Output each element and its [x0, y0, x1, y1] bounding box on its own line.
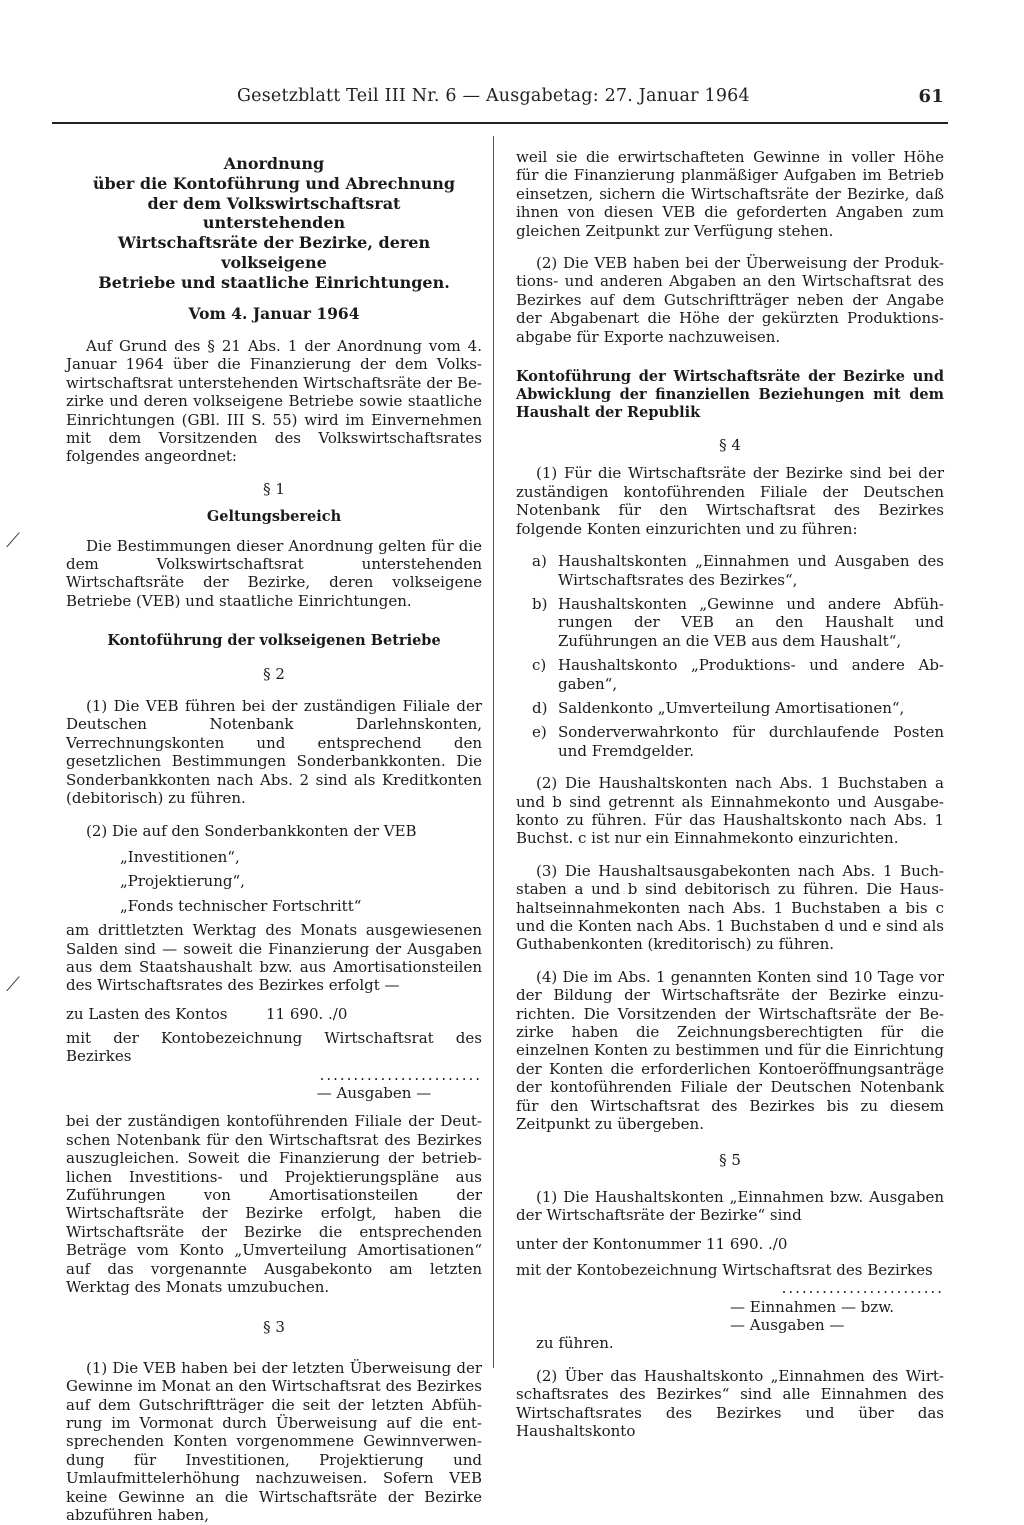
- section-4-para-4: (4) Die im Abs. 1 genannten Konten sind 10 Tage vor der Bildung der Wirtschaftsräte der Bezirke einzurichten. Die Vorsitzenden der Wirtschaftsräte der Bezirke haben die Zeichnungsberechtigten für die einzelnen Konten zu bestimmen und für die Einrichtung der Konten die erforderlichen Kontoeröffnungsanträge der kontoführenden Filiale der Deutschen Notenbank für den Wirtschaftsrat des Bezirkes bis zu diesem Zeitpunkt zu übergeben.: [516, 967, 944, 1134]
- list-item: [516, 699, 944, 717]
- section-2-para-2-cont: am drittletzten Werktag des Monats ausgewiesenen Salden sind — soweit die Finanzierung der Ausgaben aus dem Staatshaushalt bzw. aus Amortisationsteilen des Wirtschaftsrates des Bezirkes erfolgt —: [66, 921, 482, 995]
- section-2-para-1: (1) Die VEB führen bei der zuständigen Filiale der Deutschen Notenbank Darlehnskonten, Verrechnungskonten und entsprechend den gesetzlichen Bestimmungen Sonderbankkonten. Die Sonderbankkonten nach Abs. 2 sind als Kreditkonten (debitorisch) zu führen.: [66, 697, 482, 808]
- section-2-para-2-end: bei der zuständigen kontoführenden Filiale der Deutschen Notenbank für den Wirtschaftsrat des Bezirkes auszugleichen. Soweit die Finanzierung der betrieblichen Investitions- und Projektierungspläne aus Zuführungen von Amortisationsteilen der Wirtschaftsräte der Bezirke erfolgt, haben die Wirtschaftsräte der Bezirke die entsprechenden Beträge vom Konto „Umverteilung Amortisationen“ auf das vorgenannte Ausgabekonto am letzten Werktag des Monats umzubuchen.: [66, 1112, 482, 1297]
- income-label: — Einnahmen — bzw.: [730, 1297, 895, 1316]
- section-3-para-1: (1) Die VEB haben bei der letzten Überweisung der Gewinne im Monat an den Wirtschaftsrat des Bezirkes auf dem Gutschriftträger die seit der letzten Abführung im Vormonat durch Überweisung auf die entsprechenden Konten vorgenommene Gewinnverwendung für Investitionen, Projektierung und Umlaufmittelerhöhung nachzuweisen. Sofern VEB keine Gewinne an die Wirtschaftsräte der Bezirke abzuführen haben,: [66, 1358, 482, 1525]
- section-1-text: Die Bestimmungen dieser Anordnung gelten für die dem Volkswirtschaftsrat unterstehenden Wirtschaftsräte der Bezirke, deren volkseigene Betriebe (VEB) und staatliche Einrichtungen.: [66, 536, 482, 610]
- margin-mark: ⟋: [6, 972, 20, 996]
- section-3-para-2: (2) Die VEB haben bei der Überweisung der Produktions- und anderen Abgaben an den Wirtschaftsrat des Bezirkes auf dem Gutschriftträger neben der Angabe der Abgabenart die Höhe der gekürzten Produktionsabgabe für Exporte nachzuweisen.: [516, 254, 944, 346]
- left-column: [66, 150, 482, 1525]
- heading-line: Anordnung: [223, 154, 325, 173]
- right-column: [516, 148, 944, 1440]
- section-5-para-2: (2) Über das Haushaltskonto „Einnahmen des Wirtschaftsrates des Bezirkes“ sind alle Einnahmen des Wirtschaftsrates des Bezirkes und über das Haushaltskonto: [516, 1366, 944, 1440]
- account-label: zu Lasten des Kontos: [66, 1004, 228, 1023]
- page-number: 61: [918, 86, 944, 107]
- list-label: c): [532, 656, 547, 675]
- ordinance-heading: [76, 154, 472, 293]
- header-title: Gesetzblatt Teil III Nr. 6 — Ausgabetag: 27. Januar 1964: [237, 86, 750, 106]
- to-be-kept: zu führen.: [536, 1334, 614, 1353]
- account-designation: mit der Kontobezeichnung Wirtschaftsrat des Bezirkes: [516, 1260, 933, 1279]
- dotted-line: ........................: [319, 1065, 482, 1084]
- section-2-para-2: (2) Die auf den Sonderbankkonten der VEB: [86, 821, 417, 840]
- expenses-label: — Ausgaben —: [730, 1315, 845, 1334]
- list-item: [516, 656, 944, 693]
- list-text: Haushaltskonto „Produktions- und andere Abgaben“,: [558, 656, 944, 693]
- section-4-para-3: (3) Die Haushaltsausgabekonten nach Abs. 1 Buchstaben a und b sind debitorisch zu führen. Die Haushaltseinnahmekonten nach Abs. 1 Buchstaben a bis c und die Konten nach Abs. 1 Buchstaben d und e sind als Guthabenkonten (kreditorisch) zu führen.: [516, 861, 944, 954]
- list-item: [516, 723, 944, 760]
- section-4-para-1: (1) Für die Wirtschaftsräte der Bezirke sind bei der zuständigen kontoführenden Filiale der Deutschen Notenbank für den Wirtschaftsrat des Bezirkes folgende Konten einzurichten und zu führen:: [516, 464, 944, 538]
- column-divider: [493, 136, 494, 1368]
- account-number-row: [516, 1235, 944, 1255]
- section-1-sign: § 1: [263, 479, 285, 498]
- list-item: [516, 552, 944, 589]
- expenses-label: — Ausgaben —: [316, 1083, 432, 1102]
- list-label: d): [532, 698, 548, 717]
- margin-mark: ⟋: [6, 528, 20, 552]
- list-label: e): [532, 723, 547, 742]
- heading-line: Wirtschaftsräte der Bezirke, deren volkseigene: [117, 233, 431, 272]
- heading-line: Betriebe und staatliche Einrichtungen.: [98, 272, 450, 292]
- list-label: a): [532, 552, 547, 571]
- ordinance-date: Vom 4. Januar 1964: [188, 303, 360, 323]
- account-number: 11 690. ./0: [266, 1004, 348, 1023]
- heading-line: über die Kontoführung und Abrechnung: [92, 173, 456, 193]
- sub-heading-councils: Kontoführung der Wirtschaftsräte der Bezirke und Abwicklung der finanziellen Beziehungen mit dem Haushalt der Republik: [516, 368, 944, 422]
- list-text: Saldenkonto „Umverteilung Amortisationen“,: [558, 698, 905, 717]
- account-quote: „Fonds technischer Fortschritt“: [120, 896, 362, 915]
- section-4-sign: § 4: [719, 436, 741, 455]
- header-rule: [52, 122, 948, 124]
- account-label: unter der Kontonummer: [516, 1234, 701, 1253]
- account-quote: „Projektierung“,: [120, 872, 245, 891]
- heading-line: der dem Volkswirtschaftsrat unterstehenden: [147, 193, 401, 233]
- section-4-para-2: (2) Die Haushaltskonten nach Abs. 1 Buchstaben a und b sind getrennt als Einnahmekonto und Ausgabekonto zu führen. Für das Haushaltskonto nach Abs. 1 Buchst. c ist nur ein Einnahmekonto einzurichten.: [516, 774, 944, 848]
- account-number: 11 690. ./0: [706, 1234, 788, 1253]
- account-designation: mit der Kontobezeichnung Wirtschaftsrat des Bezirkes: [66, 1028, 482, 1066]
- account-quote: „Investitionen“,: [120, 847, 240, 866]
- section-2-sign: § 2: [263, 664, 285, 683]
- dotted-line: ........................: [781, 1279, 944, 1298]
- list-item: [516, 595, 944, 650]
- section-1-title: Geltungsbereich: [206, 508, 342, 526]
- list-label: b): [532, 594, 548, 613]
- sub-heading-vebs: Kontoführung der volkseigenen Betriebe: [107, 632, 441, 650]
- section-5-sign: § 5: [719, 1151, 741, 1170]
- list-text: Haushaltskonten „Gewinne und andere Abführungen der VEB an den Haushalt und Zuführungen an die VEB aus dem Haushalt“,: [558, 594, 944, 650]
- preamble: Auf Grund des § 21 Abs. 1 der Anordnung vom 4. Januar 1964 über die Finanzierung der dem Volkswirtschaftsrat unterstehenden Wirtschaftsräte der Bezirke und deren volkseigene Betriebe sowie staatliche Einrichtungen (GBl. III S. 55) wird im Einvernehmen mit dem Vorsitzenden des Volkswirtschaftsrates folgendes angeordnet:: [66, 336, 482, 466]
- section-3-para-1-cont: weil sie die erwirtschafteten Gewinne in voller Höhe für die Finanzierung planmäßiger Aufgaben im Betrieb einsetzen, sichern die Wirtschaftsräte der Bezirke, daß ihnen von diesen VEB die geforderten Angaben zum gleichen Zeitpunkt zur Verfügung stehen.: [516, 148, 944, 240]
- list-text: Sonderverwahrkonto für durchlaufende Posten und Fremdgelder.: [558, 723, 944, 760]
- account-number-row: [66, 1005, 482, 1025]
- section-3-sign: § 3: [263, 1318, 285, 1337]
- list-text: Haushaltskonten „Einnahmen und Ausgaben des Wirtschaftsrates des Bezirkes“,: [558, 552, 944, 589]
- section-5-para-1: (1) Die Haushaltskonten „Einnahmen bzw. Ausgaben der Wirtschaftsräte der Bezirke“ sind: [516, 1187, 944, 1225]
